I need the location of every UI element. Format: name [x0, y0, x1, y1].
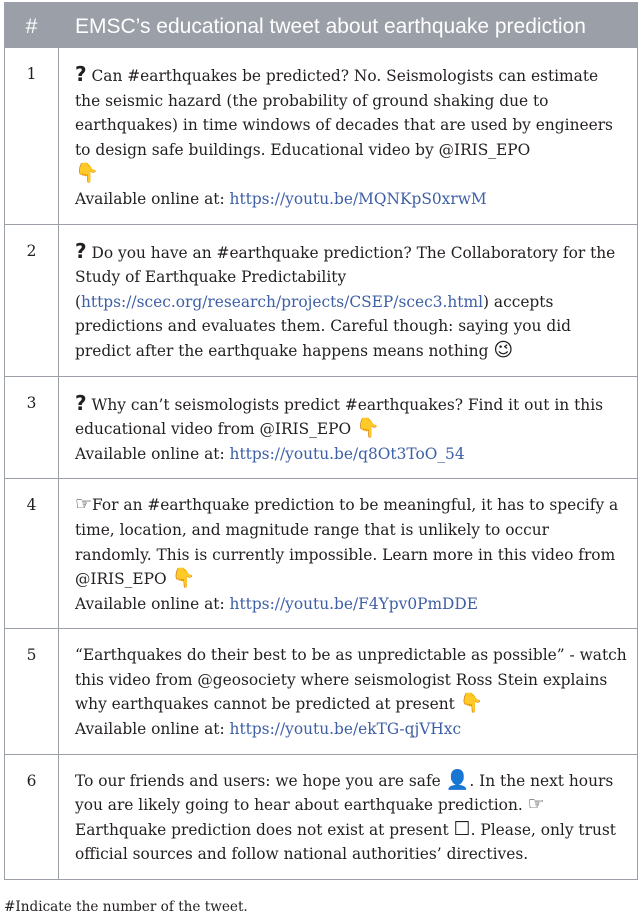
tweet-text: Can #earthquakes be predicted? No. Seismologists can estimate the seismic hazard (the probability of ground shaking due to earthquakes) in time windows of decades that are used by engineers to design safe buildings. Educational video by @IRIS_EPO [75, 67, 613, 159]
tweet-text: For an #earthquake prediction to be meaningful, it has to specify a time, location, and magnitude range that is unlikely to occur randomly. This is currently impossible. Learn more in this video from @IRIS_EPO [75, 496, 619, 589]
video-link[interactable]: https://youtu.be/F4Ypv0PmDDE [229, 594, 478, 613]
tweet-text: . In the next hours you are likely going to hear about earthquake prediction. [75, 771, 614, 815]
table-row [5, 224, 638, 376]
table-row [5, 376, 638, 479]
video-link[interactable]: https://youtu.be/q8Ot3ToO_54 [229, 444, 465, 463]
tweet-cell [59, 754, 638, 879]
empty-box-icon: ☐ [453, 817, 471, 840]
tweet-number: 3 [5, 376, 59, 479]
video-link[interactable]: https://youtu.be/ekTG-qjVHxc [229, 720, 462, 739]
table-header-row [5, 3, 638, 48]
tweet-cell [59, 48, 638, 225]
person-icon: 👤 [445, 768, 470, 791]
tweet-text: ) accepts predictions and evaluates them. Careful though: saying you did predict after the earthquake happens means nothing [75, 292, 571, 360]
winking-face-icon: 😉 [493, 338, 514, 361]
available-label: Available online at: [75, 189, 225, 208]
tweet-text: . Please, only trust official sources and follow national authorities’ directives. [75, 820, 616, 864]
tweet-number: 6 [5, 754, 59, 879]
available-label: Available online at: [75, 444, 225, 463]
pointing-down-hand-icon: 👇 [75, 162, 99, 185]
table-row [5, 48, 638, 225]
csep-link[interactable]: https://scec.org/research/projects/CSEP/scec3.html [81, 292, 484, 311]
available-label: Available online at: [75, 594, 225, 613]
tweet-cell [59, 479, 638, 629]
table-row [5, 479, 638, 629]
tweet-text: “Earthquakes do their best to be as unpredictable as possible” - watch this video from @geosociety where seismologist Ross Stein explains why earthquakes cannot be predicted at present [75, 646, 627, 714]
table-row [5, 629, 638, 754]
tweet-cell [59, 224, 638, 376]
tweet-text: Earthquake prediction does not exist at present [75, 820, 449, 839]
tweet-number: 1 [5, 48, 59, 225]
tweets-table [4, 2, 638, 880]
question-mark-icon: ? [75, 62, 87, 86]
tweet-cell [59, 376, 638, 479]
header-title: EMSC’s educational tweet about earthquake prediction [59, 3, 638, 48]
question-mark-icon: ? [75, 390, 87, 415]
tweet-number: 2 [5, 224, 59, 376]
pointing-down-hand-icon: 👇 [459, 692, 484, 715]
tweet-text: Why can’t seismologists predict #earthquakes? Find it out in this educational video from @IRIS_EPO [75, 395, 604, 439]
tweet-number: 4 [5, 479, 59, 629]
table-row [5, 754, 638, 879]
pointing-right-hand-icon: ☞ [527, 793, 545, 816]
tweet-cell [59, 629, 638, 754]
header-number: # [5, 3, 59, 48]
tweet-text: To our friends and users: we hope you are safe [75, 771, 441, 790]
question-mark-icon: ? [75, 238, 87, 263]
footnote: #Indicate the number of the tweet. [4, 899, 248, 915]
tweet-text: Do you have an #earthquake prediction? The Collaboratory for the Study of Earthquake Predictability ( [75, 243, 616, 311]
available-label: Available online at: [75, 720, 225, 739]
tweet-number: 5 [5, 629, 59, 754]
video-link[interactable]: https://youtu.be/MQNKpS0xrwM [229, 189, 487, 208]
pointing-down-hand-icon: 👇 [355, 417, 380, 440]
pointing-down-hand-icon: 👇 [171, 567, 196, 590]
pointing-right-hand-icon: ☞ [75, 493, 93, 516]
